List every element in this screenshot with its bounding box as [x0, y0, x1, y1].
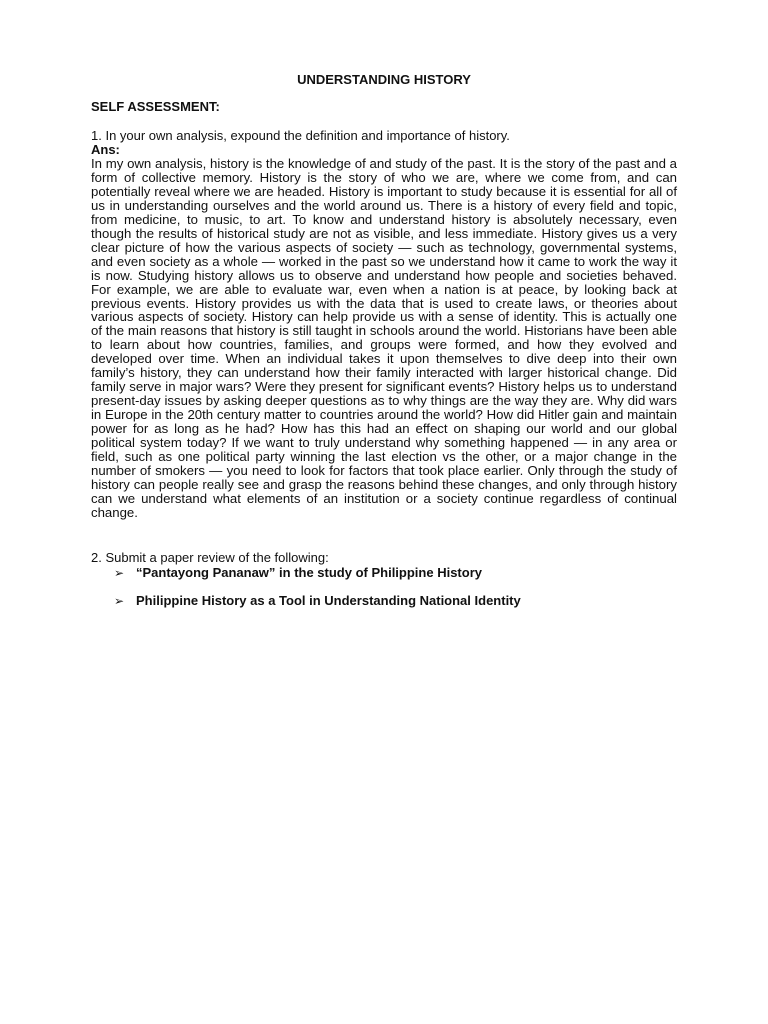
question-1: 1. In your own analysis, expound the definition and importance of history. — [91, 128, 510, 143]
review-topic-label: “Pantayong Pananaw” in the study of Philippine History — [136, 564, 482, 580]
review-topic-item — [114, 593, 677, 609]
question-2: 2. Submit a paper review of the following: — [91, 549, 329, 565]
section-heading: SELF ASSESSMENT: — [91, 99, 220, 114]
review-topic-label: Philippine History as a Tool in Understanding National Identity — [136, 592, 521, 608]
review-topic-list — [91, 565, 677, 609]
answer-paragraph: In my own analysis, history is the knowledge of and study of the past. It is the story of the past and a form of collective memory. History is the story of who we are, where we come from, and can potentially reveal where we are headed. History is important to study because it is essential for all of us in understanding ourselves and the world around us. There is a history of every field and topic, from medicine, to music, to art. To know and understand history is absolutely necessary, even though the results of historical study are not as visible, and less immediate. History gives us a very clear picture of how the various aspects of society — such as technology, governmental systems, and even society as a whole — worked in the past so we understand how it came to work the way it is now. Studying history allows us to observe and understand how people and societies behaved. For example, we are able to evaluate war, even when a nation is at peace, by looking back at previous events. History provides us with the data that is used to create laws, or theories about various aspects of society. History can help provide us with a sense of identity. This is actually one of the main reasons that history is still taught in schools around the world. Historians have been able to learn about how countries, families, and groups were formed, and how they evolved and developed over time. When an individual takes it upon themselves to dive deep into their own family’s history, they can understand how their family interacted with larger historical change. Did family serve in major wars? Were they present for significant events? History helps us to understand present-day issues by asking deeper questions as to why things are the way they are. Why did wars in Europe in the 20th century matter to countries around the world? How did Hitler gain and maintain power for as long as he had? How has this had an effect on shaping our world and our global political system today? If we want to truly understand why something happened — in any area or field, such as one political party winning the last election vs the other, or a major change in the number of smokers — you need to look for factors that took place earlier. Only through the study of history can people really see and grasp the reasons behind these changes, and only through history can we understand what elements of an institution or a society continue regardless of continual change. — [91, 156, 677, 520]
answer-label: Ans: — [91, 142, 120, 157]
review-topic-item — [114, 565, 677, 581]
arrow-bullet-icon: ➢ — [114, 593, 125, 608]
arrow-bullet-icon: ➢ — [114, 565, 125, 580]
document-page — [91, 72, 677, 609]
document-title: UNDERSTANDING HISTORY — [297, 72, 471, 87]
